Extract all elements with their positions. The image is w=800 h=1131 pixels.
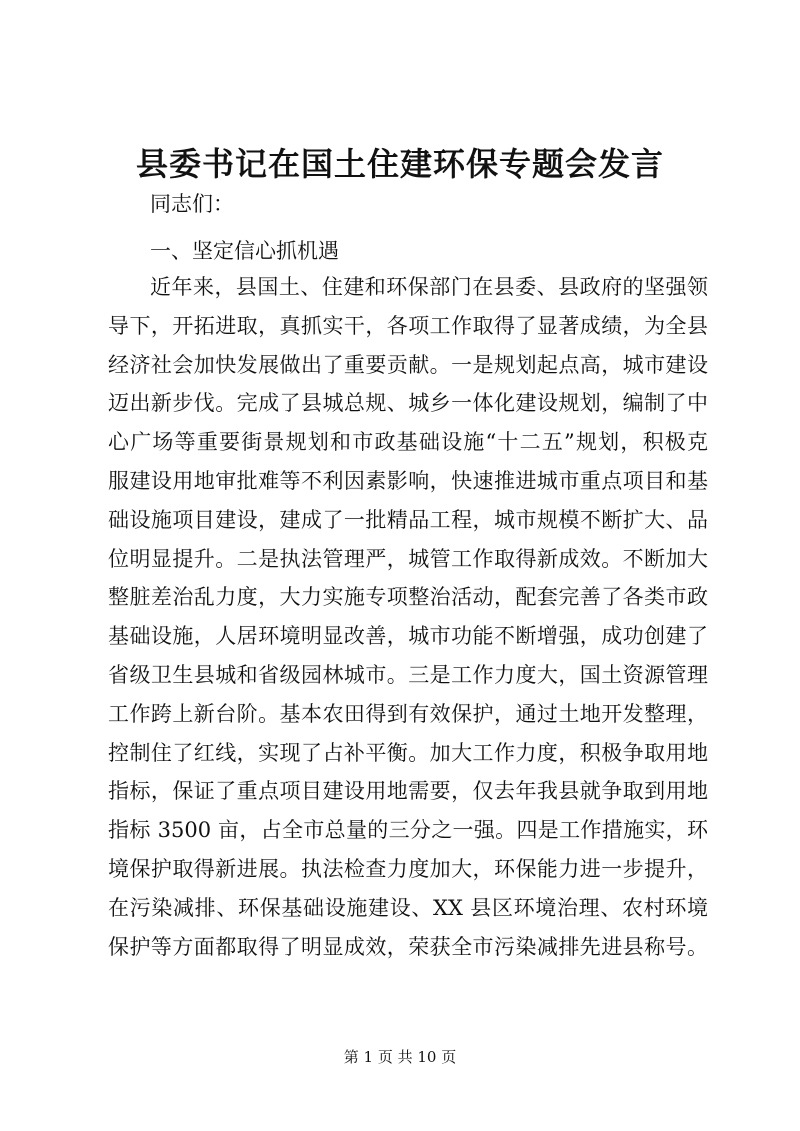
paragraph-line: 境保护取得新进展。执法检查力度加大，环保能力进一步提升， (108, 856, 708, 881)
paragraph-line: 服建设用地审批难等不利因素影响，快速推进城市重点项目和基 (108, 468, 708, 493)
salutation: 同志们： (150, 192, 234, 216)
paragraph-line: 工作跨上新台阶。基本农田得到有效保护，通过土地开发整理， (108, 701, 708, 726)
paragraph-line: 心广场等重要街景规划和市政基础设施“十二五”规划，积极克 (108, 430, 708, 455)
section-heading: 一、坚定信心抓机遇 (150, 239, 339, 263)
page-number-footer: 第 1 页 共 10 页 (343, 1048, 457, 1066)
paragraph-line: 迈出新步伐。完成了县城总规、城乡一体化建设规划，编制了中 (108, 391, 708, 416)
paragraph-line: 础设施项目建设，建成了一批精品工程，城市规模不断扩大、品 (108, 507, 708, 532)
paragraph-line: 指标 3500 亩，占全市总量的三分之一强。四是工作措施实，环 (108, 818, 708, 843)
paragraph-line: 基础设施，人居环境明显改善，城市功能不断增强，成功创建了 (108, 624, 708, 649)
document-title: 县委书记在国土住建环保专题会发言 (135, 145, 664, 183)
paragraph-line: 省级卫生县城和省级园林城市。三是工作力度大，国土资源管理 (108, 662, 708, 687)
paragraph-line: 近年来，县国土、住建和环保部门在县委、县政府的坚强领 (150, 275, 708, 299)
paragraph-line: 控制住了红线，实现了占补平衡。加大工作力度，积极争取用地 (108, 740, 708, 765)
body-paragraph (108, 268, 708, 966)
paragraph-line: 在污染减排、环保基础设施建设、XX 县区环境治理、农村环境 (108, 895, 708, 920)
paragraph-line: 整脏差治乱力度，大力实施专项整治活动，配套完善了各类市政 (108, 585, 708, 610)
paragraph-line: 保护等方面都取得了明显成效，荣获全市污染减排先进县称号。 (108, 934, 708, 959)
paragraph-line: 指标，保证了重点项目建设用地需要，仅去年我县就争取到用地 (108, 779, 708, 804)
paragraph-line: 导下，开拓进取，真抓实干，各项工作取得了显著成绩，为全县 (108, 313, 708, 338)
paragraph-line: 位明显提升。二是执法管理严，城管工作取得新成效。不断加大 (108, 546, 708, 571)
paragraph-line: 经济社会加快发展做出了重要贡献。一是规划起点高，城市建设 (108, 352, 708, 377)
